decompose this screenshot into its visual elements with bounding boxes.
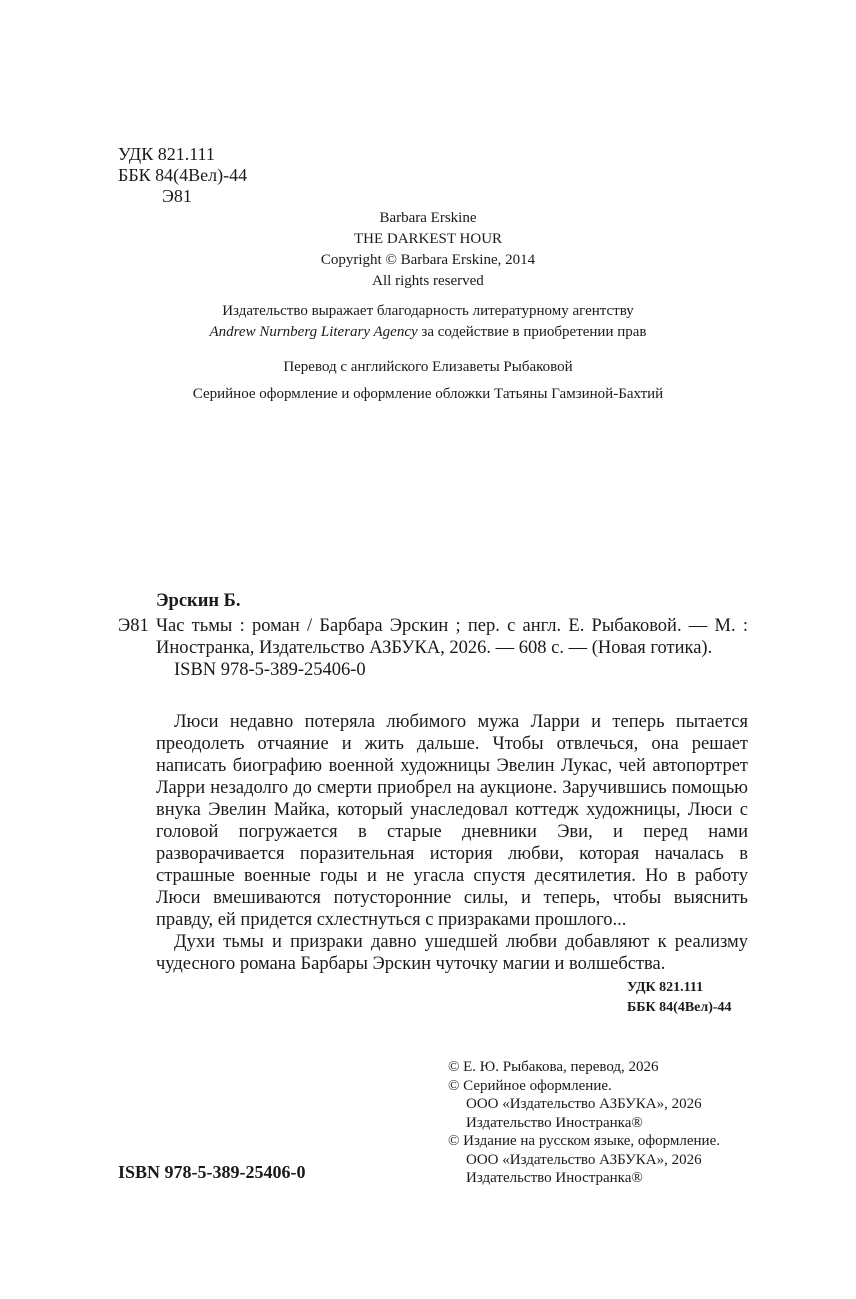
agency-name: Andrew Nurnberg Literary Agency — [209, 324, 418, 340]
isbn-bottom: ISBN 978-5-389-25406-0 — [118, 1162, 306, 1182]
original-copyright: Copyright © Barbara Erskine, 2014 — [320, 252, 536, 268]
copyright-russian-edition: © Издание на русском языке, оформление. — [448, 1133, 720, 1149]
rights-reserved: All rights reserved — [372, 273, 484, 289]
udk-code-bold: УДК 821.111 — [627, 980, 704, 995]
original-author: Barbara Erskine — [379, 210, 477, 226]
catalog-entry — [118, 590, 748, 681]
acknowledgement — [0, 301, 856, 343]
acknowledgement-line1: Издательство выражает благодарность литературному агентству — [222, 303, 634, 319]
header-classification-codes — [118, 144, 247, 207]
catalog-row — [118, 615, 748, 659]
copyright-notices — [448, 1058, 720, 1188]
annotation — [156, 711, 748, 975]
copyright-series-imprint: Издательство Иностранка® — [466, 1114, 643, 1131]
catalog-author-heading: Эрскин Б. — [156, 591, 241, 611]
design-credit: Серийное оформление и оформление обложки Татьяны Гамзиной-Бахтий — [192, 386, 664, 402]
classification-codes-bold — [627, 978, 732, 1018]
udk-code: УДК 821.111 — [118, 144, 215, 164]
bbk-code: ББК 84(4Вел)-44 — [118, 165, 248, 185]
original-edition-info — [0, 208, 856, 292]
acknowledgement-line2 — [0, 322, 856, 343]
original-title: THE DARKEST HOUR — [353, 231, 503, 247]
annotation-paragraph: Люси недавно потеряла любимого мужа Ларри и теперь пытается преодолеть отчаяние и жить дальше. Чтобы отвлечься, она решает написать биографию военной художницы Эвелин Лукас, чей автопортрет Ларри незадолго до смерти приобрел на аукционе. Заручившись помощью внука Эвелин Майка, который унаследовал коттедж художницы, Люси с головой погружается в старые дневники Эви, и перед нами разворачивается поразительная история любви, которая началась в страшные военные годы и не угасла спустя десятилетия. Но в работу Люси вмешиваются потусторонние силы, и теперь, чтобы выяснить правду, ей придется схлестнуться с призраками прошлого... — [156, 712, 748, 930]
catalog-isbn: ISBN 978-5-389-25406-0 — [174, 660, 366, 680]
bbk-code-bold: ББК 84(4Вел)-44 — [627, 1000, 732, 1015]
catalog-description: Час тьмы : роман / Барбара Эрскин ; пер. с англ. Е. Рыбаковой. — М. : Иностранка, Издательство АЗБУКА, 2026. — 608 с. — (Новая готика). — [156, 616, 748, 658]
annotation-paragraph: Духи тьмы и призраки давно ушедшей любви добавляют к реализму чудесного романа Барбары Эрскин чуточку магии и волшебства. — [156, 932, 748, 974]
copyright-translation: © Е. Ю. Рыбакова, перевод, 2026 — [448, 1059, 659, 1075]
author-sign: Э81 — [162, 186, 192, 206]
copyright-edition-imprint: Издательство Иностранка® — [466, 1170, 643, 1186]
acknowledgement-line2-rest: за содействие в приобретении прав — [417, 324, 647, 340]
copyright-series-design: © Серийное оформление. — [448, 1077, 612, 1094]
copyright-edition-publisher: ООО «Издательство АЗБУКА», 2026 — [466, 1151, 702, 1168]
translator-credit: Перевод с английского Елизаветы Рыбаковой — [283, 359, 573, 375]
copyright-series-publisher: ООО «Издательство АЗБУКА», 2026 — [466, 1096, 702, 1112]
catalog-code: Э81 — [118, 616, 149, 636]
